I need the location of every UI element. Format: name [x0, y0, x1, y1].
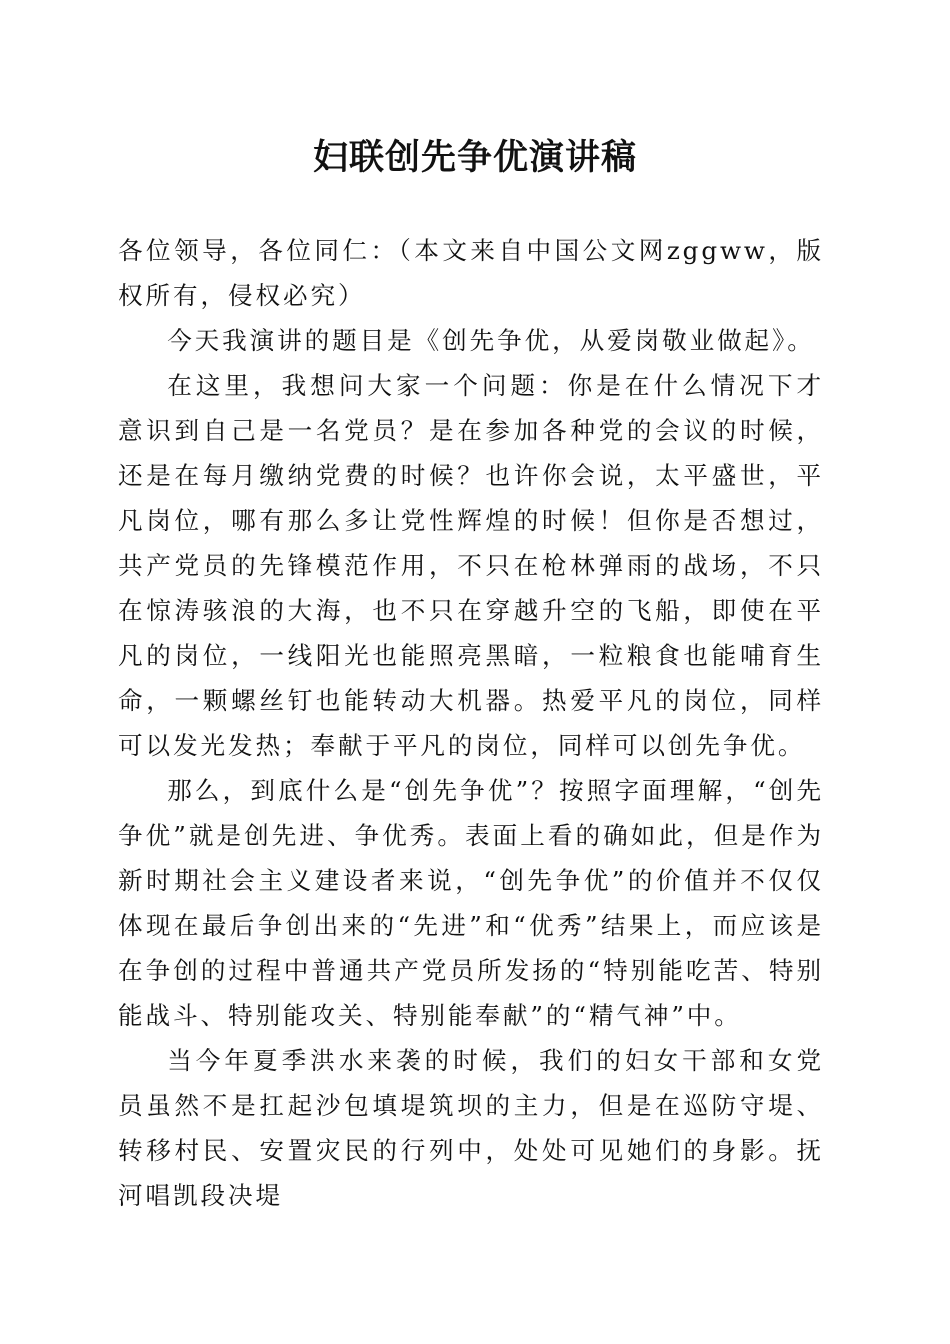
document-title: 妇联创先争优演讲稿 — [312, 137, 637, 178]
speech-topic-paragraph: 今天我演讲的题目是《创先争优，从爱岗敬业做起》。 — [167, 326, 815, 355]
body-paragraph: 在这里，我想问大家一个问题：你是在什么情况下才意识到自己是一名党员？是在参加各种党的会议的时候，还是在每月缴纳党费的时候？也许你会说，太平盛世，平凡岗位，哪有那么多让党性辉煌的时候！但你是否想过，共产党员的先锋模范作用，不只在枪林弹雨的战场，不只在惊涛骇浪的大海，也不只在穿越升空的飞船，即使在平凡的岗位，一线阳光也能照亮黑暗，一粒粮食也能哺育生命，一颗螺丝钉也能转动大机器。热爱平凡的岗位，同样可以发光发热；奉献于平凡的岗位，同样可以创先争优。 — [118, 371, 824, 760]
salutation-paragraph: 各位领导，各位同仁：（本文来自中国公文网zggww，版权所有，侵权必究） — [118, 236, 824, 310]
body-paragraph: 当今年夏季洪水来袭的时候，我们的妇女干部和女党员虽然不是扛起沙包填堤筑坝的主力，但是在巡防守堤、转移村民、安置灾民的行列中，处处可见她们的身影。抚河唱凯段决堤 — [118, 1046, 824, 1210]
body-paragraph: 那么，到底什么是“创先争优”？按照字面理解，“创先争优”就是创先进、争优秀。表面上看的确如此，但是作为新时期社会主义建设者来说，“创先争优”的价值并不仅仅体现在最后争创出来的“先进”和“优秀”结果上，而应该是在争创的过程中普通共产党员所发扬的“特别能吃苦、特别能战斗、特别能攻关、特别能奉献”的“精气神”中。 — [118, 776, 824, 1030]
document-body — [118, 228, 824, 1218]
